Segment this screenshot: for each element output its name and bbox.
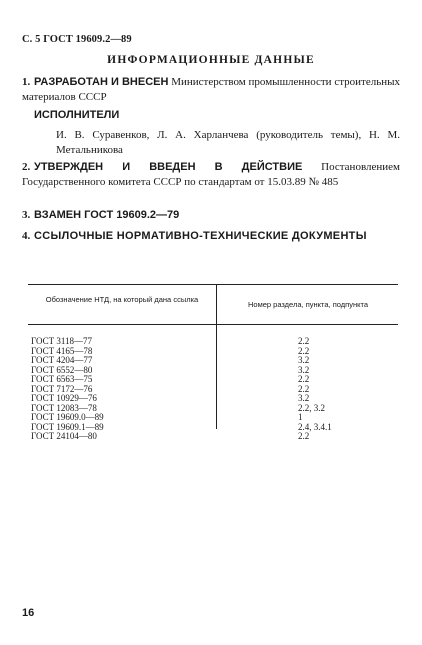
table-cell-doc: ГОСТ 19609.0—89 xyxy=(31,412,104,422)
page-number: 16 xyxy=(22,607,35,619)
table-cell-ref: 2.2 xyxy=(298,345,310,356)
running-head: С. 5 ГОСТ 19609.2—89 xyxy=(22,34,132,45)
executors-list: И. В. Суравенков, Л. А. Харланчева (руководитель темы), Н. М. Метальникова xyxy=(56,129,400,156)
section-2-text: Постановлением Государственного комитета СССР по стандартам от 15.03.89 № 485 xyxy=(22,161,400,188)
section-1-text: Министерством промышленности строительных материалов СССР xyxy=(22,76,400,103)
section-4 xyxy=(22,229,400,244)
section-3 xyxy=(22,208,400,223)
table-cell-doc: ГОСТ 6563—75 xyxy=(31,374,93,384)
table-header-rule xyxy=(28,324,398,325)
section-2 xyxy=(22,160,400,190)
table-cell-ref: 3.2 xyxy=(298,393,310,403)
table-cell-doc: ГОСТ 4165—78 xyxy=(31,345,93,356)
table-cell-ref: 2.2 xyxy=(298,431,310,441)
table-cell-doc: ГОСТ 7172—76 xyxy=(31,383,93,394)
table-cell-ref: 2.2 xyxy=(298,383,310,394)
table-row xyxy=(28,432,398,442)
section-1-heading: РАЗРАБОТАН И ВНЕСЕН xyxy=(34,76,169,88)
section-4-number: 4. xyxy=(22,230,31,242)
table-cell-ref: 3.2 xyxy=(298,364,310,375)
table-cell-doc: ГОСТ 19609.1—89 xyxy=(31,421,104,432)
section-3-heading: ВЗАМЕН ГОСТ 19609.2—79 xyxy=(34,209,180,221)
references-table xyxy=(28,284,398,441)
section-2-number: 2. xyxy=(22,161,31,173)
table-cell-doc: ГОСТ 4204—77 xyxy=(31,355,93,365)
table-header-ref: Номер раздела, пункта, подпункта xyxy=(247,300,368,309)
page-title: ИНФОРМАЦИОННЫЕ ДАННЫЕ xyxy=(107,54,315,66)
table-cell-doc: ГОСТ 3118—77 xyxy=(31,336,93,346)
section-3-number: 3. xyxy=(22,209,31,221)
table-cell-ref: 2.2, 3.2 xyxy=(298,402,325,413)
table-cell-ref: 2.2 xyxy=(298,374,310,384)
table-cell-ref: 2.2 xyxy=(298,336,310,346)
table-cell-ref: 1 xyxy=(298,412,303,422)
section-1-number: 1. xyxy=(22,76,31,88)
table-cell-ref: 2.4, 3.4.1 xyxy=(298,421,332,432)
table-body xyxy=(28,337,398,442)
table-cell-doc: ГОСТ 12083—78 xyxy=(31,402,97,413)
table-header-doc: Обозначение НТД, на который дана ссылка xyxy=(45,295,199,304)
table-top-rule xyxy=(28,284,398,285)
executors-heading: ИСПОЛНИТЕЛИ xyxy=(34,109,120,121)
section-2-heading: УТВЕРЖДЕН И ВВЕДЕН В ДЕЙСТВИЕ xyxy=(34,161,303,173)
section-4-heading: ССЫЛОЧНЫЕ НОРМАТИВНО-ТЕХНИЧЕСКИЕ ДОКУМЕНТЫ xyxy=(34,230,367,242)
table-cell-doc: ГОСТ 6552—80 xyxy=(31,364,93,375)
table-cell-ref: 3.2 xyxy=(298,355,310,365)
section-1 xyxy=(22,75,400,105)
table-cell-doc: ГОСТ 10929—76 xyxy=(31,393,97,403)
table-cell-doc: ГОСТ 24104—80 xyxy=(31,431,97,441)
